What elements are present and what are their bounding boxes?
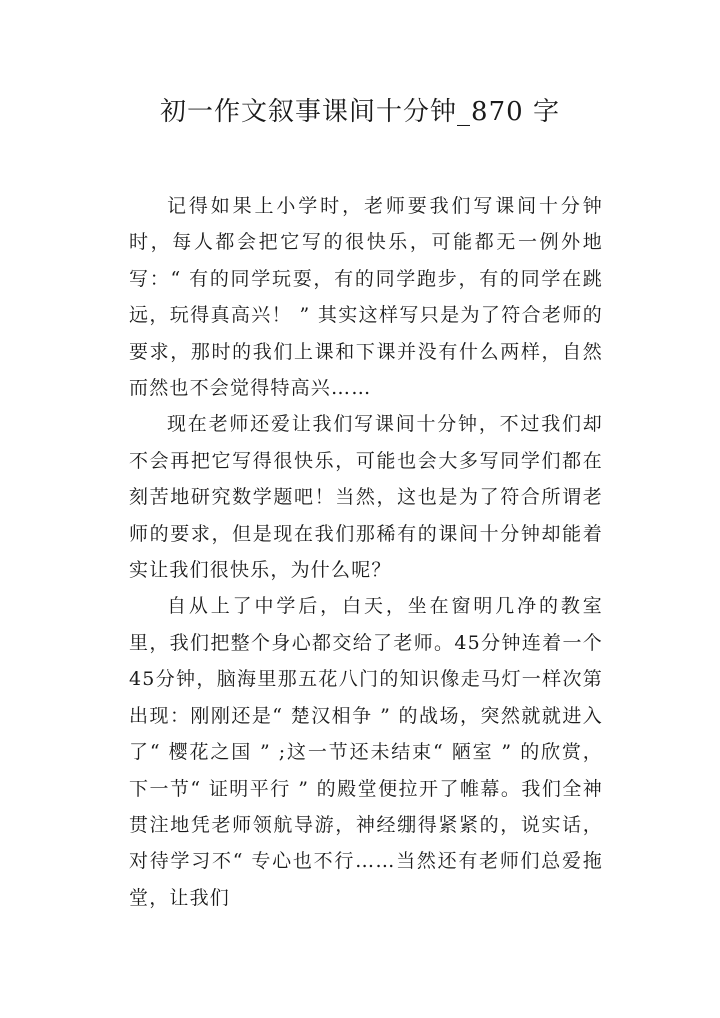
paragraph-3: 自从上了中学后，白天，坐在窗明几净的教室里，我们把整个身心都交给了老师。45分钟连着一个45分钟，脑海里那五花八门的知识像走马灯一样次第出现：刚刚还是“ 楚汉相争 ” 的战场，突然就就进入了“ 樱花之国 ” ;这一节还未结束“ 陋室 ” 的欣赏，下一节“ 证明平行 ” 的殿堂便拉开了帷幕。我们全神贯注地凭老师领航导游，神经绷得紧紧的，说实话，对待学习不“ 专心也不行……当然还有老师们总爱拖堂，让我们 bbox=[129, 595, 603, 909]
document-title: 初一作文叙事课间十分钟_870 字 bbox=[160, 97, 560, 127]
paragraph-2: 现在老师还爱让我们写课间十分钟，不过我们却不会再把它写得很快乐，可能也会大多写同学们都在刻苦地研究数学题吧！当然，这也是为了符合所谓老师的要求，但是现在我们那稀有的课间十分钟却能着实让我们很快乐，为什么呢？ bbox=[129, 413, 603, 582]
document-body bbox=[129, 188, 603, 916]
paragraph-1: 记得如果上小学时，老师要我们写课间十分钟时，每人都会把它写的很快乐，可能都无一例外地写：“ 有的同学玩耍，有的同学跑步，有的同学在跳远，玩得真高兴！ ” 其实这样写只是为了符合老师的要求，那时的我们上课和下课并没有什么两样，自然而然也不会觉得特高兴…… bbox=[129, 195, 603, 400]
